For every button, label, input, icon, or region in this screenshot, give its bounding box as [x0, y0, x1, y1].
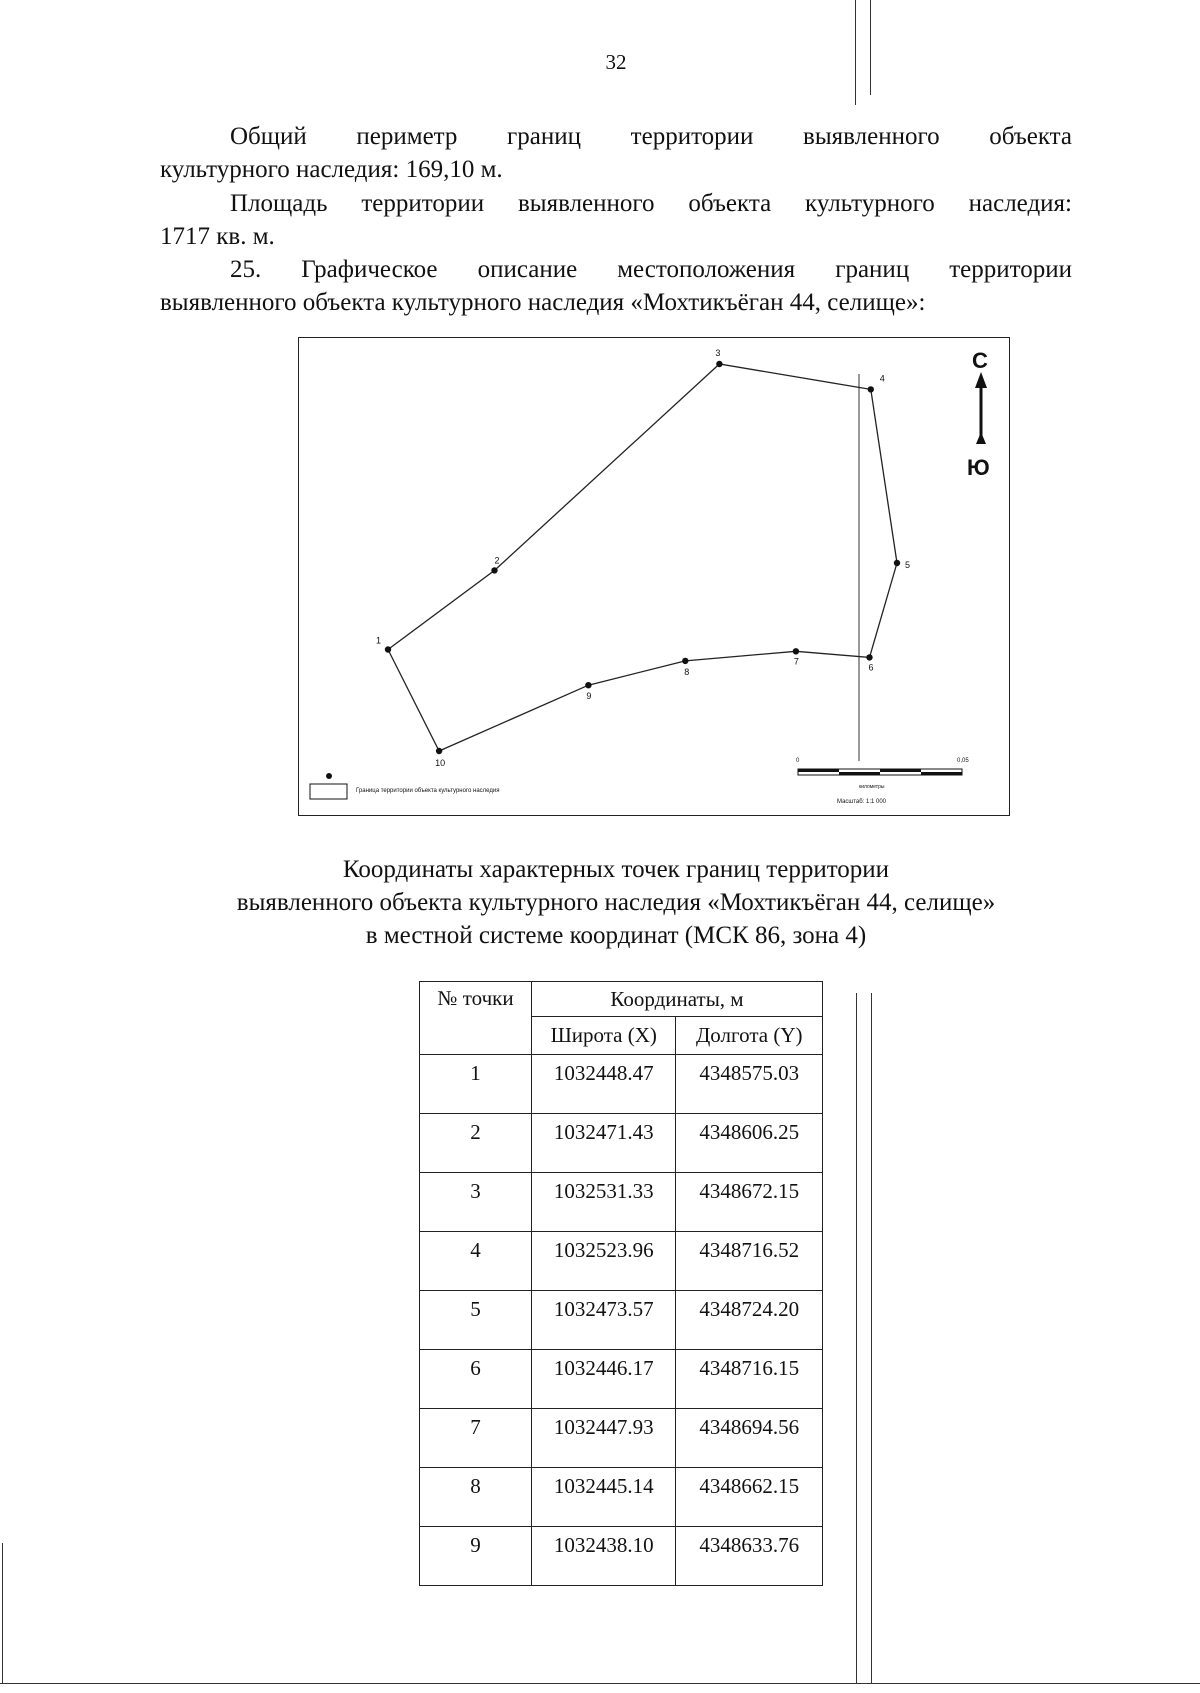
south-label: Ю — [967, 455, 990, 480]
map-canvas — [299, 338, 1009, 815]
latitude-cell: 1032445.14 — [532, 1468, 676, 1527]
table-row — [420, 1468, 823, 1527]
boundary-point-9 — [585, 682, 591, 688]
point-number-cell: 6 — [420, 1350, 532, 1409]
perimeter-line-2: культурного наследия: 169,10 м. — [160, 156, 503, 183]
boundary-point-6 — [866, 654, 872, 660]
boundary-point-4 — [868, 386, 874, 392]
coordinates-title — [0, 853, 1200, 952]
graphic-description-paragraph — [160, 253, 1072, 319]
table-row — [420, 1350, 823, 1409]
scale-unit-label: километры — [859, 784, 885, 790]
boundary-polygon — [388, 364, 897, 751]
boundary-point-label-9: 9 — [586, 691, 592, 702]
longitude-cell: 4348662.15 — [676, 1468, 823, 1527]
point-number-cell: 4 — [420, 1232, 532, 1291]
longitude-cell: 4348575.03 — [676, 1055, 823, 1114]
boundary-point-label-5: 5 — [905, 560, 911, 570]
longitude-cell: 4348672.15 — [676, 1173, 823, 1232]
scan-bottom-edge — [0, 1683, 1200, 1684]
longitude-cell: 4348606.25 — [676, 1114, 823, 1173]
scan-edge-line — [855, 0, 856, 105]
scan-edge-line — [870, 0, 871, 95]
latitude-cell: 1032438.10 — [532, 1527, 676, 1586]
table-row — [420, 1173, 823, 1232]
longitude-cell: 4348694.56 — [676, 1409, 823, 1468]
legend — [310, 773, 347, 799]
table-row — [420, 1291, 823, 1350]
boundary-point-label-4: 4 — [879, 373, 885, 384]
boundary-point-5 — [894, 560, 900, 566]
coordinates-title-line-3: в местной системе координат (МСК 86, зона 4) — [365, 922, 867, 949]
point-number-cell: 8 — [420, 1468, 532, 1527]
scale-ratio-label: Масштаб: 1:1 000 — [837, 799, 887, 805]
boundary-point-2 — [491, 567, 497, 573]
table-row — [420, 1527, 823, 1586]
table-row — [420, 1232, 823, 1291]
scale-end-label: 0,05 — [957, 758, 969, 764]
latitude-cell: 1032446.17 — [532, 1350, 676, 1409]
north-arrow-icon — [975, 372, 987, 444]
latitude-cell: 1032447.93 — [532, 1409, 676, 1468]
point-number-cell: 1 — [420, 1055, 532, 1114]
perimeter-paragraph — [160, 120, 1072, 186]
legend-point-icon — [326, 773, 332, 779]
perimeter-line-1: Общий периметр границ территории выявленного объекта — [230, 123, 1072, 150]
area-line-2: 1717 кв. м. — [160, 223, 275, 250]
area-paragraph — [160, 187, 1072, 253]
latitude-cell: 1032531.33 — [532, 1173, 676, 1232]
boundary-point-10 — [436, 748, 442, 754]
page-number: 32 — [605, 50, 627, 74]
boundary-point-label-8: 8 — [684, 666, 690, 677]
header-point-number: № точки — [420, 982, 532, 1055]
coordinates-title-line-1: Координаты характерных точек границ территории — [342, 856, 890, 883]
scan-edge-line — [2, 1543, 3, 1683]
longitude-cell: 4348716.15 — [676, 1350, 823, 1409]
graphic-description-line-1: 25. Графическое описание местоположения границ территории — [230, 256, 1072, 283]
boundary-point-label-6: 6 — [868, 662, 874, 673]
point-number-cell: 7 — [420, 1409, 532, 1468]
table-row — [420, 1055, 823, 1114]
boundary-map — [298, 337, 1010, 816]
latitude-cell: 1032473.57 — [532, 1291, 676, 1350]
boundary-point-1 — [385, 646, 391, 652]
point-number-cell: 3 — [420, 1173, 532, 1232]
latitude-cell: 1032523.96 — [532, 1232, 676, 1291]
table-row — [420, 1114, 823, 1173]
boundary-point-label-1: 1 — [376, 635, 382, 646]
point-number-cell: 9 — [420, 1527, 532, 1586]
point-number-cell: 2 — [420, 1114, 532, 1173]
header-coordinates: Координаты, м — [532, 982, 823, 1017]
boundary-point-label-2: 2 — [494, 555, 500, 566]
longitude-cell: 4348633.76 — [676, 1527, 823, 1586]
legend-boundary-icon — [310, 784, 347, 799]
latitude-cell: 1032471.43 — [532, 1114, 676, 1173]
boundary-point-3 — [716, 361, 722, 367]
north-label: С — [972, 348, 988, 373]
boundary-point-label-3: 3 — [715, 348, 721, 358]
longitude-cell: 4348724.20 — [676, 1291, 823, 1350]
latitude-cell: 1032448.47 — [532, 1055, 676, 1114]
boundary-point-label-10: 10 — [435, 758, 446, 768]
legend-label: Граница территории объекта культурного наследия — [356, 788, 500, 794]
boundary-point-label-7: 7 — [793, 656, 799, 667]
scan-edge-line — [871, 993, 872, 1683]
boundary-layer — [376, 348, 910, 768]
coordinates-title-line-2: выявленного объекта культурного наследия «Мохтикъёган 44, селище» — [236, 889, 996, 916]
boundary-point-7 — [793, 648, 799, 654]
table-row — [420, 1409, 823, 1468]
coordinates-table — [419, 981, 823, 1586]
boundary-point-8 — [682, 658, 688, 664]
graphic-description-line-2: выявленного объекта культурного наследия «Мохтикъёган 44, селище»: — [160, 289, 926, 316]
header-longitude: Долгота (Y) — [676, 1017, 823, 1055]
area-line-1: Площадь территории выявленного объекта культурного наследия: — [230, 190, 1072, 217]
scale-bar — [798, 769, 962, 775]
header-latitude: Широта (X) — [532, 1017, 676, 1055]
scan-edge-line — [856, 993, 857, 1683]
point-number-cell: 5 — [420, 1291, 532, 1350]
longitude-cell: 4348716.52 — [676, 1232, 823, 1291]
scale-start-label: 0 — [796, 758, 800, 764]
